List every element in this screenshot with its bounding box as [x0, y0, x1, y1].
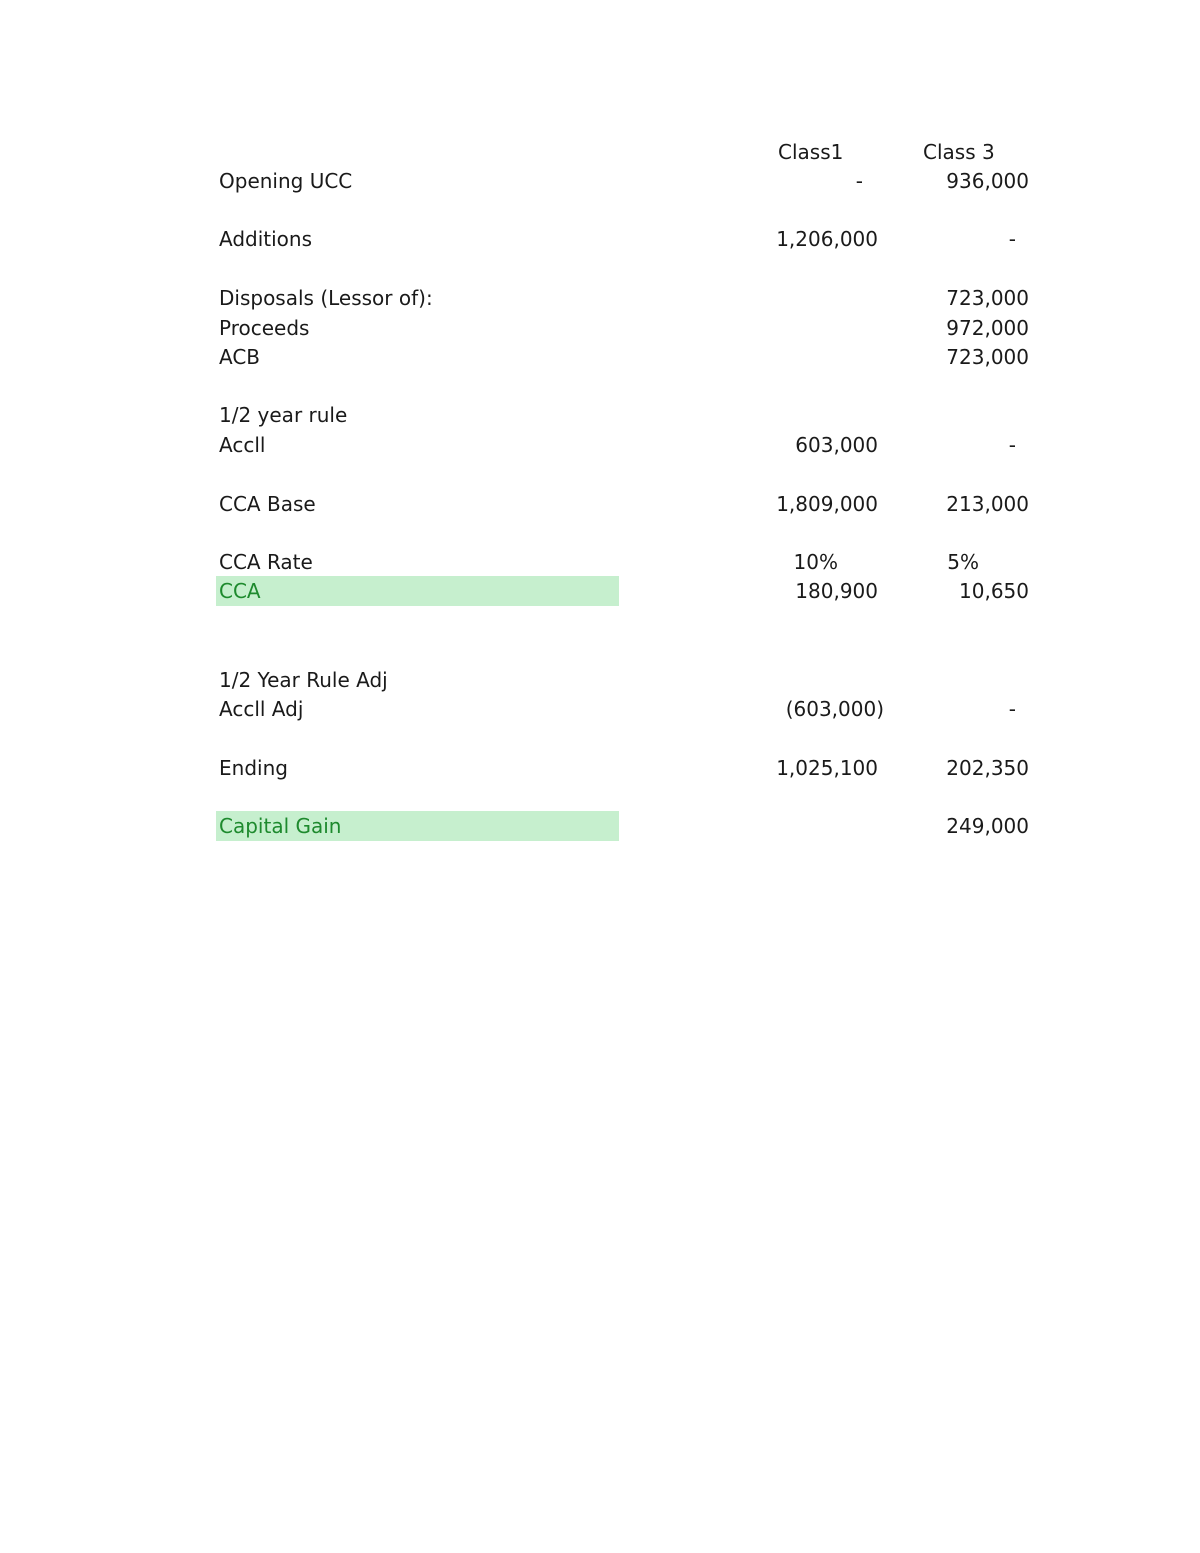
class3-value: 972,000 [946, 316, 1029, 340]
class1-value: - [855, 169, 863, 193]
class3-value: 10,650 [959, 579, 1029, 603]
row-label: Ending [219, 756, 288, 780]
class1-value: 603,000 [795, 433, 878, 457]
row-label: CCA Rate [219, 550, 313, 574]
class1-value [690, 811, 878, 841]
class1-value: (603,000) [785, 697, 884, 721]
row-label: 1/2 year rule [219, 403, 348, 427]
class1-value: 180,900 [795, 579, 878, 603]
row-label: 1/2 Year Rule Adj [219, 668, 388, 692]
row-cca-base [0, 489, 1200, 519]
row-additions [0, 224, 1200, 254]
row-capital-gain [0, 811, 1200, 841]
class1-value: 1,206,000 [776, 227, 878, 251]
class3-value: - [1008, 433, 1016, 457]
row-cca-rate [0, 547, 1200, 577]
class3-value: 249,000 [946, 814, 1029, 838]
row-proceeds [0, 313, 1200, 343]
row-half-year-rule-adj [0, 665, 1200, 695]
class1-value [690, 313, 878, 343]
class1-value: 10% [793, 550, 838, 574]
class1-value: 1,809,000 [776, 492, 878, 516]
class1-value [690, 342, 878, 372]
class3-value: - [1008, 227, 1016, 251]
class1-value: 1,025,100 [776, 756, 878, 780]
class3-value: - [1008, 697, 1016, 721]
column-header-class3: Class 3 [923, 140, 995, 164]
row-label: Opening UCC [219, 169, 353, 193]
row-half-year-rule [0, 400, 1200, 430]
row-label: CCA Base [219, 492, 316, 516]
row-ending [0, 753, 1200, 783]
row-acb [0, 342, 1200, 372]
row-label: Accll Adj [219, 697, 304, 721]
row-label-highlighted: Capital Gain [216, 811, 619, 841]
class1-value [690, 283, 878, 313]
row-label: Disposals (Lessor of): [219, 286, 433, 310]
row-label: ACB [219, 345, 261, 369]
class3-value: 202,350 [946, 756, 1029, 780]
class3-value: 5% [947, 550, 979, 574]
row-opening-ucc [0, 166, 1200, 196]
row-label-highlighted: CCA [216, 576, 619, 606]
column-header-class1: Class1 [778, 140, 844, 164]
class3-value: 213,000 [946, 492, 1029, 516]
row-accll [0, 430, 1200, 460]
class3-value: 723,000 [946, 345, 1029, 369]
row-disposals [0, 283, 1200, 313]
row-label: Additions [219, 227, 313, 251]
row-cca [0, 576, 1200, 606]
row-accll-adj [0, 694, 1200, 724]
class3-value: 723,000 [946, 286, 1029, 310]
row-label: Accll [219, 433, 266, 457]
row-label: Proceeds [219, 316, 310, 340]
class3-value: 936,000 [946, 169, 1029, 193]
